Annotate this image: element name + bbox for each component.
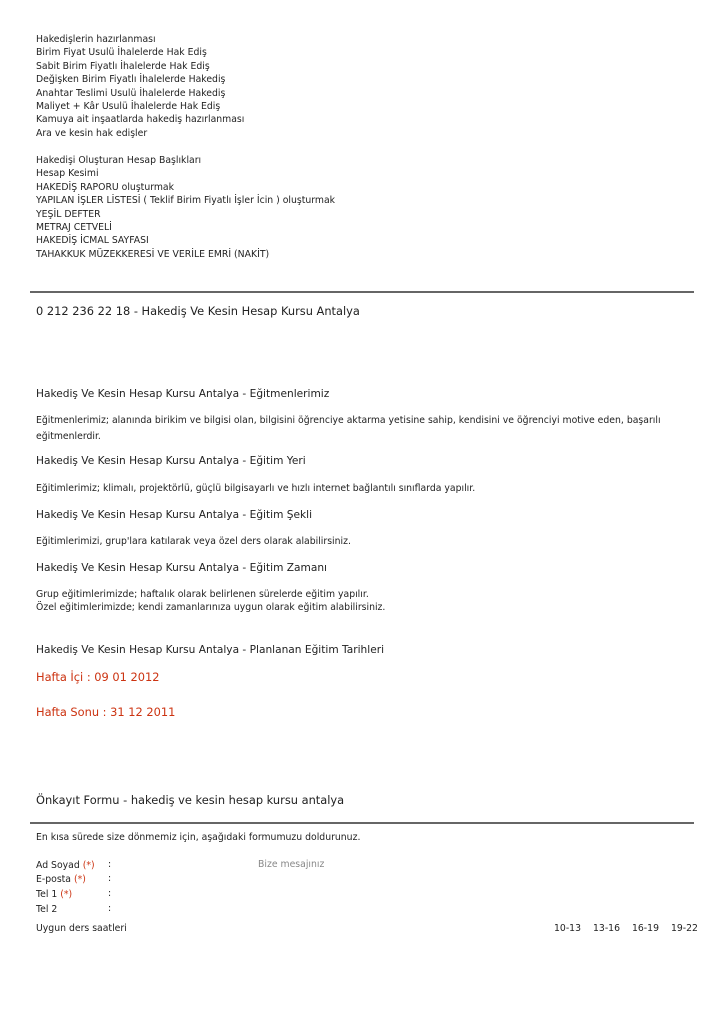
hours-label: Uygun ders saatleri (36, 923, 127, 934)
toc-item: Hakedişi Oluşturan Hesap Başlıkları (36, 155, 202, 166)
phone2-input[interactable] (122, 901, 242, 915)
toc-item: Sabit Birim Fiyatlı İhalelerde Hak Ediş (36, 60, 210, 72)
section-heading-place: Hakediş Ve Kesin Hesap Kursu Antalya - Eğitim Yeri (36, 455, 306, 467)
divider (30, 291, 694, 293)
message-textarea[interactable] (250, 856, 450, 906)
toc-item: Değişken Birim Fiyatlı İhalelerde Hakediş (36, 74, 226, 86)
section-text-style: Eğitimlerimizi, grup'lara katılarak veya özel ders olarak alabilirsiniz. (36, 536, 351, 547)
toc-item: Maliyet + Kâr Usulü İhalelerde Hak Ediş (36, 101, 221, 113)
weekend-date: Hafta Sonu : 31 12 2011 (36, 705, 176, 719)
hour-option[interactable]: 10-13 (554, 923, 582, 934)
section-heading-time: Hakediş Ve Kesin Hesap Kursu Antalya - Eğitim Zamanı (36, 562, 327, 574)
contact-title: 0 212 236 22 18 - Hakediş Ve Kesin Hesap Kursu Antalya (36, 304, 360, 318)
field-label-phone1: Tel 1 (36, 889, 58, 900)
divider (30, 822, 694, 824)
toc-item: Ara ve kesin hak edişler (36, 127, 148, 139)
toc-list-2 (36, 154, 335, 261)
message-placeholder: Bize mesajınız (258, 859, 325, 870)
hour-option[interactable]: 13-16 (592, 923, 620, 934)
section-text-trainers: Eğitmenlerimiz; alanında birikim ve bilgisi olan, bilgisini öğrenciye aktarma yetisine sahip, kendisini ve öğrenciyi motive eden, başarılı eğitmenlerdir. (36, 415, 661, 442)
field-label-name: Ad Soyad (36, 860, 80, 871)
toc-item: Hesap Kesimi (36, 168, 99, 180)
field-colon: : (108, 888, 112, 899)
toc-list-1 (36, 33, 244, 140)
section-text-time-1: Grup eğitimlerimizde; haftalık olarak belirlenen sürelerde eğitim yapılır. (36, 589, 369, 600)
email-input[interactable] (122, 871, 242, 885)
required-mark: (*) (60, 889, 73, 900)
hour-option[interactable]: 19-22 (670, 923, 698, 934)
hour-option[interactable]: 16-19 (631, 923, 659, 934)
form-title: Önkayıt Formu - hakediş ve kesin hesap kursu antalya (36, 793, 345, 807)
required-mark: (*) (73, 874, 86, 885)
section-heading-trainers: Hakediş Ve Kesin Hesap Kursu Antalya - Eğitmenlerimiz (36, 388, 330, 400)
hours-options (545, 922, 698, 935)
form-row-email (36, 873, 86, 886)
toc-item: Birim Fiyat Usulü İhalelerde Hak Ediş (36, 47, 207, 59)
form-intro: En kısa sürede size dönmemiz için, aşağıdaki formumuzu doldurunuz. (36, 832, 361, 843)
toc-item: HAKEDİŞ İCMAL SAYFASI (36, 235, 149, 247)
field-label-phone2: Tel 2 (36, 904, 58, 915)
field-label-email: E-posta (36, 874, 72, 885)
toc-item: Kamuya ait inşaatlarda hakediş hazırlanması (36, 114, 245, 126)
weekday-date: Hafta İçi : 09 01 2012 (36, 670, 160, 684)
required-mark: (*) (82, 860, 95, 871)
section-text-time-2: Özel eğitimlerimizde; kendi zamanlarınıza uygun olarak eğitim alabilirsiniz. (36, 602, 386, 613)
toc-item: TAHAKKUK MÜZEKKERESİ VE VERİLE EMRİ (NAKİT) (36, 248, 270, 260)
section-heading-style: Hakediş Ve Kesin Hesap Kursu Antalya - Eğitim Şekli (36, 509, 313, 521)
section-text-place: Eğitimlerimiz; klimalı, projektörlü, güçlü bilgisayarlı ve hızlı internet bağlantılı sınıflarda yapılır. (36, 483, 476, 494)
name-input[interactable] (122, 856, 242, 870)
field-colon: : (108, 903, 112, 914)
field-colon: : (108, 859, 112, 870)
toc-item: YEŞİL DEFTER (36, 208, 101, 220)
form-row-name (36, 859, 95, 872)
form-row-phone2 (36, 903, 57, 916)
section-heading-dates: Hakediş Ve Kesin Hesap Kursu Antalya - Planlanan Eğitim Tarihleri (36, 644, 385, 656)
phone1-input[interactable] (122, 886, 242, 900)
form-row-phone1 (36, 888, 72, 901)
toc-item: METRAJ CETVELİ (36, 222, 112, 234)
field-colon: : (108, 873, 112, 884)
toc-item: YAPILAN İŞLER LİSTESİ ( Teklif Birim Fiyatlı İşler İcin ) oluşturmak (36, 195, 336, 207)
toc-item: HAKEDİŞ RAPORU oluşturmak (36, 181, 175, 193)
toc-item: Anahtar Teslimi Usulü İhalelerde Hakediş (36, 87, 226, 99)
toc-item: Hakedişlerin hazırlanması (36, 34, 156, 45)
